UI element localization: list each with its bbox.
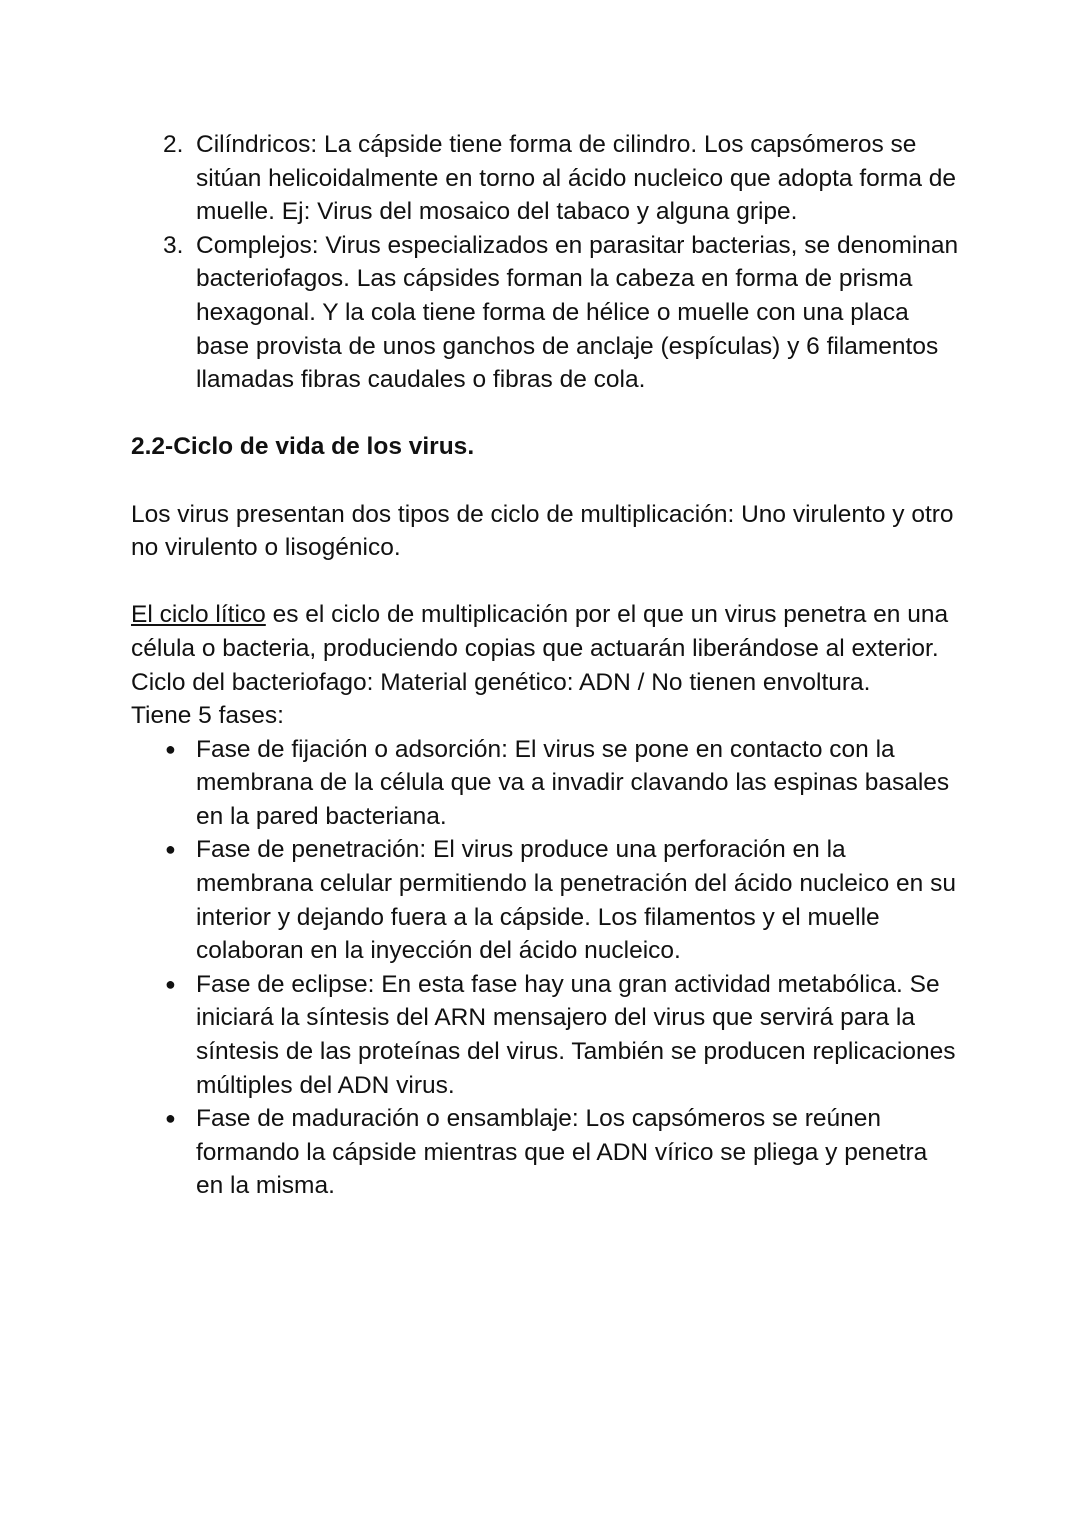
list-item <box>131 733 961 834</box>
lytic-cycle-paragraph <box>131 598 961 665</box>
phase-text: Fase de penetración: El virus produce una perforación en la membrana celular permitiendo la penetración del ácido nucleico en su interior y dejando fuera a la cápside. Los filamentos y el muelle colaboran en la inyección del ácido nucleico. <box>196 836 956 965</box>
list-item <box>131 968 961 1102</box>
lytic-cycle-term: El ciclo lítico <box>131 601 266 629</box>
bacteriophage-line: Ciclo del bacteriofago: Material genético: ADN / No tienen envoltura. <box>131 668 871 696</box>
list-number: 2. <box>163 131 184 158</box>
list-item-text: Complejos: Virus especializados en parasitar bacterias, se denominan bacteriofagos. Las cápsides forman la cabeza en forma de prisma hexagonal. Y la cola tiene forma de hélice o muelle con una placa base provista de unos ganchos de anclaje (espículas) y 6 filamentos llamadas fibras caudales o fibras de cola. <box>196 231 959 394</box>
section-heading: 2.2-Ciclo de vida de los virus. <box>131 433 475 461</box>
intro-paragraph: Los virus presentan dos tipos de ciclo de multiplicación: Uno virulento y otro no virulento o lisogénico. <box>131 500 954 562</box>
numbered-list <box>131 128 961 397</box>
list-item <box>131 128 961 229</box>
document-page <box>131 128 961 1203</box>
bullet-icon: ● <box>165 973 176 994</box>
phase-text: Fase de eclipse: En esta fase hay una gran actividad metabólica. Se iniciará la síntesis del ARN mensajero del virus que servirá para la síntesis de las proteínas del virus. También se producen replicaciones múltiples del ADN virus. <box>196 970 956 1099</box>
bullet-icon: ● <box>165 1108 176 1129</box>
phases-list <box>131 733 961 1203</box>
list-item <box>131 1102 961 1203</box>
phase-text: Fase de fijación o adsorción: El virus se pone en contacto con la membrana de la célula que va a invadir clavando las espinas basales en la pared bacteriana. <box>196 735 950 830</box>
phases-count-line: Tiene 5 fases: <box>131 702 284 730</box>
bullet-icon: ● <box>165 738 176 759</box>
list-number: 3. <box>163 231 184 259</box>
list-item <box>131 833 961 967</box>
lytic-cycle-text: es el ciclo de multiplicación por el que un virus penetra en una célula o bacteria, produciendo copias que actuarán liberándose al exterior. <box>131 601 949 662</box>
phase-text: Fase de maduración o ensamblaje: Los capsómeros se reúnen formando la cápside mientras que el ADN vírico se pliega y penetra en la misma. <box>196 1105 928 1200</box>
bullet-icon: ● <box>165 839 176 860</box>
list-item-text: Cilíndricos: La cápside tiene forma de cilindro. Los capsómeros se sitúan helicoidalmente en torno al ácido nucleico que adopta forma de muelle. Ej: Virus del mosaico del tabaco y alguna gripe. <box>196 131 957 226</box>
list-item <box>131 229 961 397</box>
